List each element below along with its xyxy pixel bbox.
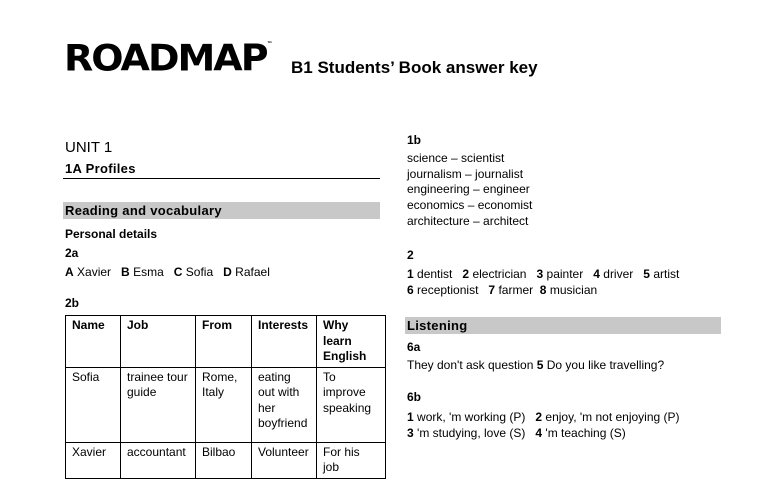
exercise-2a-label: 2a [65,246,79,260]
table-header-cell: Interests [252,316,317,368]
exercise-2-answers-line-2 [407,283,597,297]
answer-number: 7 [488,283,496,297]
table-cell: Bilbao [196,442,252,478]
table-cell: accountant [121,442,196,478]
table-cell: eating out with her boyfriend [252,367,317,442]
table-cell: Rome, Italy [196,367,252,442]
answer-number: 1 [407,410,414,424]
answer-number: 5 [536,358,544,372]
exercise-1b-label: 1b [407,133,422,147]
lesson-heading: 1A Profiles [65,161,136,176]
exercise-2-answers-line-1 [407,267,679,281]
answer-letter: B [121,265,130,279]
table-cell: To improve speaking [317,367,386,442]
answer-text: electrician [472,267,527,281]
answer-number: 2 [535,410,543,424]
answer-text: musician [549,283,598,297]
exercise-6b-label: 6b [407,390,422,404]
answer-text: 'm studying, love (S) [417,426,526,440]
answer-text: Do you like travelling? [546,358,665,372]
answer-number: 1 [407,267,414,281]
answer-name: Xavier [77,265,112,279]
answer-letter: A [65,265,74,279]
table-row [66,367,386,442]
answer-text: work, 'm working (P) [417,410,526,424]
profiles-table [65,315,386,479]
answer-text: 'm teaching (S) [545,426,626,440]
heading-divider [63,178,380,179]
answer-name: Sofia [185,265,214,279]
answer-text: enjoy, 'm not enjoying (P) [545,410,680,424]
answer-text: farmer [498,283,534,297]
answer-text: artist [653,267,680,281]
answer-text: painter [546,267,584,281]
answer-text: They don't ask question [407,358,534,372]
list-item: journalism – journalist [407,166,524,181]
section-band-listening: Listening [405,317,721,334]
table-header-row [66,316,386,368]
exercise-2b-label: 2b [65,296,80,310]
document-title: B1 Students’ Book answer key [291,58,538,77]
answer-number: 2 [462,267,470,281]
exercise-1b-list [407,151,532,230]
table-cell: For his job [317,442,386,478]
list-item: architecture – architect [407,213,529,228]
answer-letter: C [173,265,183,279]
answer-text: driver [603,267,634,281]
table-header-cell: From [196,316,252,368]
table-cell: Xavier [66,442,121,478]
unit-heading: UNIT 1 [65,139,113,156]
table-header-cell: Name [66,316,121,368]
exercise-2-label: 2 [407,248,414,262]
answer-number: 3 [536,267,544,281]
answer-name: Rafael [235,265,270,279]
table-cell: Sofia [66,367,121,442]
section-band-reading: Reading and vocabulary [63,202,380,219]
answer-number: 5 [643,267,650,281]
exercise-2a-answers [65,265,270,279]
list-item: science – scientist [407,151,505,165]
list-item: economics – economist [407,198,533,213]
table-row [66,442,386,478]
personal-details-label: Personal details [65,227,158,241]
answer-name: Esma [133,265,164,279]
answer-text: dentist [417,267,453,281]
answer-number: 3 [407,426,414,440]
table-cell: trainee tour guide [121,367,196,442]
exercise-6a-answer [407,358,664,372]
answer-number: 6 [407,283,414,297]
list-item: engineering – engineer [407,182,530,197]
table-header-cell: Job [121,316,196,368]
table-cell: Volunteer [252,442,317,478]
answer-letter: D [223,265,232,279]
roadmap-logo: ROADMAP™ [64,37,273,79]
table-header-cell: Why learn English [317,316,386,368]
exercise-6a-label: 6a [407,340,421,354]
answer-number: 4 [593,267,600,281]
answer-number: 8 [539,283,547,297]
exercise-6b-line-1 [407,410,680,424]
exercise-6b-line-2 [407,426,626,440]
answer-number: 4 [535,426,543,440]
answer-text: receptionist [417,283,479,297]
